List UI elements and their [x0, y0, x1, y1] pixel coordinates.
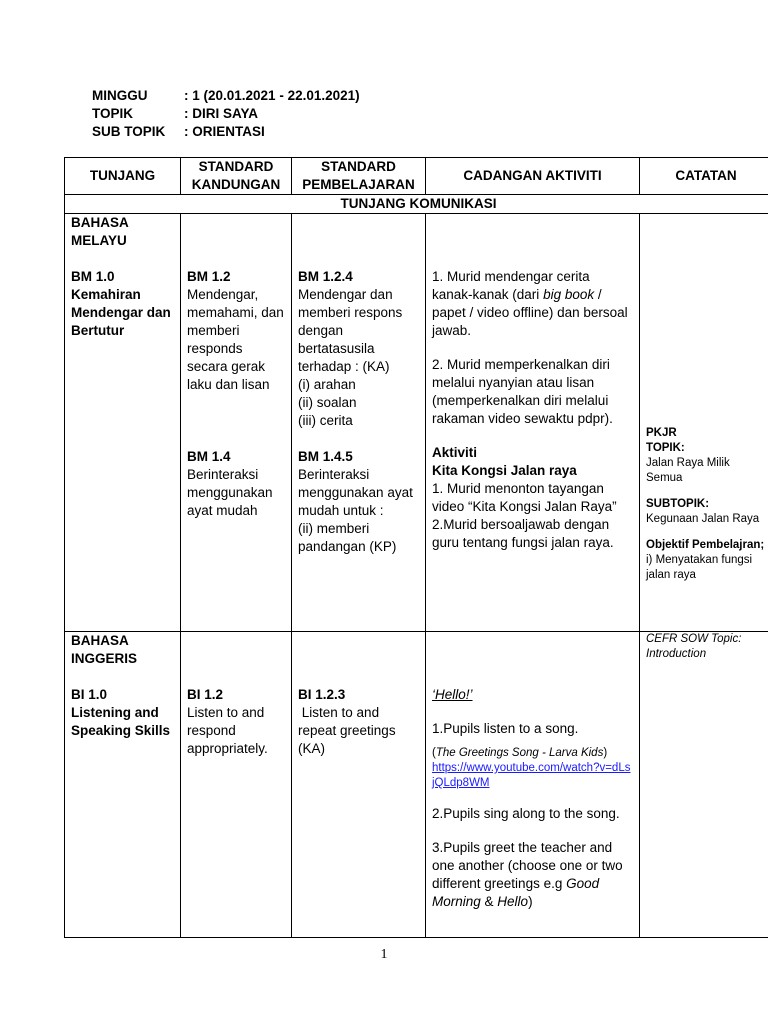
bm-activity-2: 2. Murid memperkenalkan diri melalui nyanyian atau lisan (memperkenalkan diri melalui rakaman video sewaktu pdpr). — [432, 357, 613, 426]
pkjr-subtopik-value: Kegunaan Jalan Raya — [646, 513, 760, 525]
col-header-tunjang: TUNJANG — [65, 158, 181, 195]
pkjr-objektif-value: i) Menyatakan fungsi jalan raya — [646, 554, 753, 581]
bm-sk1-code: BM 1.2 — [187, 269, 231, 284]
week-value: : 1 (20.01.2021 - 22.01.2021) — [184, 88, 360, 103]
bm-tunjang-cell — [65, 214, 181, 632]
bi-sp-cell — [292, 632, 426, 938]
bm-sp-cell — [292, 214, 426, 632]
bm-activity-1: 1. Murid mendengar cerita kanak-kanak (dari big book / papet / video offline) dan bersoal jawab. — [432, 269, 628, 338]
bi-tunjang-desc: Listening and Speaking Skills — [71, 705, 171, 738]
bi-activity-1: 1.Pupils listen to a song. — [432, 721, 579, 736]
bm-sk-cell — [181, 214, 292, 632]
bm-sk2-desc: Berinteraksi menggunakan ayat mudah — [187, 467, 273, 518]
bm-sk2-code: BM 1.4 — [187, 449, 231, 464]
col-header-standard-kandungan: STANDARD KANDUNGAN — [181, 158, 292, 195]
pkjr-label: PKJR — [646, 427, 677, 439]
bm-sp1-item-soalan: (ii) soalan — [298, 395, 357, 410]
bm-activity-3-subtitle: Kita Kongsi Jalan raya — [432, 463, 577, 478]
pkjr-topik-value: Jalan Raya Milik Semua — [646, 457, 730, 484]
bi-tunjang-code: BI 1.0 — [71, 687, 108, 702]
bi-catatan-cell — [640, 632, 768, 938]
col-header-catatan: CATATAN — [640, 158, 768, 195]
topic-label: TOPIK — [92, 106, 134, 121]
col-header-standard-pembelajaran: STANDARD PEMBELAJARAN — [292, 158, 426, 195]
bi-subject: BAHASA INGGERIS — [71, 633, 138, 666]
bm-catatan-cell — [640, 214, 768, 632]
bi-activity-3: 3.Pupils greet the teacher and one another (choose one or two different greetings e.g Good Morning & Hello) — [432, 840, 623, 909]
bm-activity-3-step1: 1. Murid menonton tayangan video “Kita Kongsi Jalan Raya” — [432, 481, 617, 514]
pkjr-subtopik-label: SUBTOPIK: — [646, 498, 710, 510]
bm-sp1-item-arahan: (i) arahan — [298, 377, 356, 392]
bi-sp-code: BI 1.2.3 — [298, 687, 346, 702]
section-row — [65, 195, 768, 214]
bi-tunjang-cell — [65, 632, 181, 938]
bm-activity-3-title: Aktiviti — [432, 445, 478, 460]
col-header-cadangan-aktiviti: CADANGAN AKTIVITI — [426, 158, 640, 195]
bm-sp2-desc: Berinteraksi menggunakan ayat mudah untuk : — [298, 467, 413, 518]
bm-activity-cell — [426, 214, 640, 632]
topic-value: : DIRI SAYA — [184, 106, 259, 121]
bm-tunjang-desc: Kemahiran Mendengar dan Bertutur — [71, 287, 171, 338]
subtopic-value: : ORIENTASI — [184, 124, 265, 139]
bi-sk-cell — [181, 632, 292, 938]
table-header-row — [65, 158, 768, 195]
table-row-bahasa-inggeris — [65, 632, 768, 938]
bi-activity-2: 2.Pupils sing along to the song. — [432, 806, 620, 821]
table-row-bahasa-melayu — [65, 214, 768, 632]
bm-sp1-item-cerita: (iii) cerita — [298, 413, 353, 428]
bm-tunjang-code: BM 1.0 — [71, 269, 115, 284]
bm-sp2-item: (ii) memberi pandangan (KP) — [298, 521, 397, 554]
bm-activity-3-step2: 2.Murid bersoaljawab dengan guru tentang fungsi jalan raya. — [432, 517, 614, 550]
bm-sp2-code: BM 1.4.5 — [298, 449, 353, 464]
pkjr-topik-label: TOPIK: — [646, 442, 685, 454]
week-label: MINGGU — [92, 88, 148, 103]
bm-sp1-code: BM 1.2.4 — [298, 269, 353, 284]
bi-activity-cell — [426, 632, 640, 938]
lesson-plan-table — [64, 157, 768, 938]
bi-song-link[interactable]: https://www.youtube.com/watch?v=dLsjQLdp8WM — [432, 762, 631, 789]
bi-sp-desc: Listen to and repeat greetings (KA) — [298, 705, 400, 756]
subtopic-label: SUB TOPIK — [92, 124, 166, 139]
bi-song-ref: (The Greetings Song - Larva Kids) — [432, 747, 608, 759]
bi-sk-desc: Listen to and respond appropriately. — [187, 705, 268, 756]
bm-subject: BAHASA MELAYU — [71, 215, 129, 248]
bi-sk-code: BI 1.2 — [187, 687, 224, 702]
bm-sk1-desc: Mendengar, memahami, dan memberi responds secara gerak laku dan lisan — [187, 287, 284, 392]
bi-activity-title: ‘Hello!’ — [432, 687, 473, 702]
bm-sp1-desc: Mendengar dan memberi respons dengan bertatasusila terhadap : (KA) — [298, 287, 403, 374]
section-title: TUNJANG KOMUNIKASI — [65, 195, 768, 214]
bi-catatan: CEFR SOW Topic: Introduction — [646, 633, 742, 660]
bi-song-title: The Greetings Song - Larva Kids — [435, 747, 604, 759]
pkjr-objektif-label: Objektif Pembelajran; — [646, 539, 765, 551]
page-number: 1 — [380, 947, 388, 962]
